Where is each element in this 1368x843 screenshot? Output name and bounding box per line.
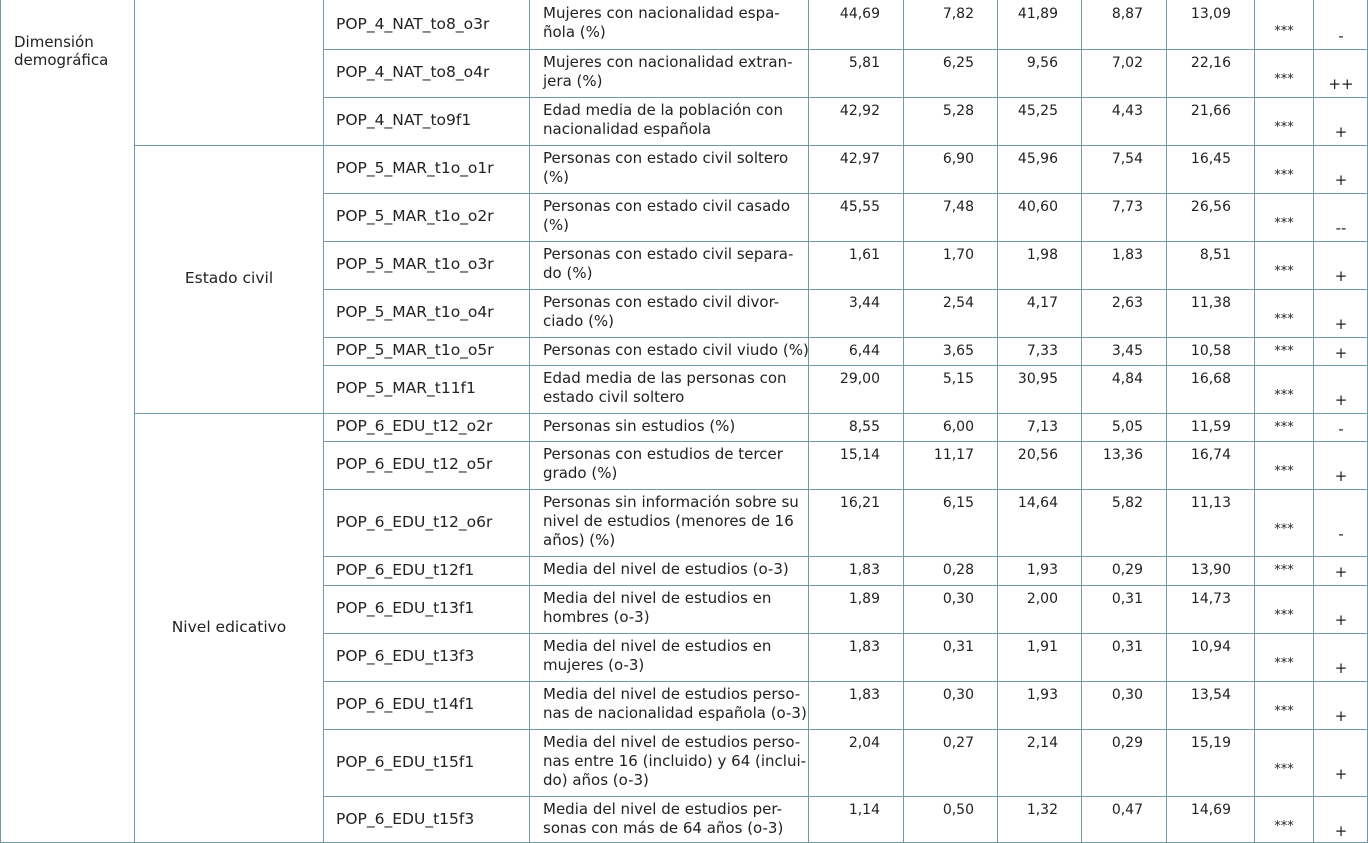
description-line: Edad media de la población con [543, 101, 783, 119]
value-cell: 2,14 [1026, 735, 1058, 751]
value-cell: 2,04 [848, 735, 880, 751]
row-divider [323, 556, 1368, 557]
value-cell: 13,36 [1102, 447, 1143, 463]
significance-stars: *** [1274, 464, 1294, 479]
value-cell: 7,13 [1026, 419, 1058, 435]
description-line: ñola (%) [543, 23, 606, 41]
value-cell: 14,69 [1190, 802, 1231, 818]
value-cell: 14,73 [1190, 591, 1231, 607]
value-cell: 1,61 [848, 247, 880, 263]
variable-description [543, 637, 771, 675]
row-divider [323, 49, 1368, 50]
description-line: nas de nacionalidad española (o-3) [543, 704, 807, 722]
variable-description [543, 589, 771, 627]
description-line: Media del nivel de estudios per- [543, 800, 782, 818]
description-line: (%) [543, 216, 569, 234]
effect-sign: + [1334, 344, 1348, 362]
description-line: Personas con estado civil casado [543, 197, 791, 215]
value-cell: 6,90 [942, 151, 974, 167]
value-cell: 14,64 [1017, 495, 1058, 511]
effect-sign: + [1334, 267, 1348, 285]
value-cell: 0,28 [942, 562, 974, 578]
value-cell: 7,73 [1111, 199, 1143, 215]
significance-stars: *** [1274, 818, 1294, 834]
effect-sign: - [1338, 26, 1344, 45]
value-cell: 0,30 [942, 687, 974, 703]
row-divider [323, 489, 1368, 490]
effect-sign: - [1338, 420, 1344, 438]
effect-sign: + [1334, 563, 1348, 581]
value-cell: 1,14 [848, 802, 880, 818]
effect-sign: + [1334, 821, 1348, 840]
row-divider [323, 365, 1368, 366]
value-cell: 1,89 [848, 591, 880, 607]
value-cell: 15,14 [839, 447, 880, 463]
value-cell: 0,31 [1111, 639, 1143, 655]
category-label: Dimensión demográfica [14, 33, 109, 69]
value-cell: 13,90 [1190, 562, 1231, 578]
significance-stars: *** [1274, 120, 1294, 135]
effect-sign: + [1334, 467, 1348, 485]
column-divider [134, 0, 135, 843]
variable-description [543, 800, 783, 838]
value-cell: 0,27 [942, 735, 974, 751]
subgroup-label: Nivel edicativo [171, 618, 287, 636]
variable-description [543, 245, 793, 283]
variable-description [543, 417, 735, 436]
variable-code: POP_5_MAR_t1o_o4r [336, 303, 494, 321]
value-cell: 22,16 [1190, 55, 1231, 71]
column-divider [323, 0, 324, 843]
value-cell: 1,83 [848, 639, 880, 655]
value-cell: 26,56 [1190, 199, 1231, 215]
value-cell: 16,21 [839, 495, 880, 511]
description-line: nacionalidad española [543, 120, 712, 138]
value-cell: 7,48 [942, 199, 974, 215]
value-cell: 8,51 [1199, 247, 1231, 263]
value-cell: 16,45 [1190, 151, 1231, 167]
value-cell: 7,82 [942, 6, 974, 22]
description-line: Media del nivel de estudios perso- [543, 733, 801, 751]
description-line: años) (%) [543, 531, 616, 549]
variable-code: POP_6_EDU_t14f1 [336, 695, 475, 713]
value-cell: 21,66 [1190, 103, 1231, 119]
value-cell: 42,92 [839, 103, 880, 119]
description-line: Personas sin información sobre su [543, 493, 799, 511]
variable-code: POP_5_MAR_t1o_o2r [336, 207, 494, 225]
value-cell: 11,13 [1190, 495, 1231, 511]
value-cell: 45,25 [1017, 103, 1058, 119]
row-divider [323, 796, 1368, 797]
row-divider [323, 729, 1368, 730]
description-line: Personas con estudios de tercer [543, 445, 783, 463]
variable-code: POP_6_EDU_t13f3 [336, 647, 475, 665]
effect-sign: + [1334, 315, 1348, 333]
value-cell: 1,83 [848, 687, 880, 703]
row-divider [134, 413, 1368, 414]
value-cell: 4,17 [1026, 295, 1058, 311]
description-line: Personas con estado civil divor- [543, 293, 780, 311]
effect-sign: + [1334, 391, 1348, 409]
value-cell: 1,91 [1026, 639, 1058, 655]
value-cell: 20,56 [1017, 447, 1058, 463]
description-line: Personas sin estudios (%) [543, 417, 736, 435]
value-cell: 3,45 [1111, 343, 1143, 359]
description-line: do) años (o-3) [543, 771, 649, 789]
significance-stars: *** [1274, 168, 1294, 183]
variable-description [543, 369, 787, 407]
row-divider [323, 97, 1368, 98]
variable-description [543, 560, 789, 579]
value-cell: 9,56 [1026, 55, 1058, 71]
significance-stars: *** [1274, 312, 1294, 327]
value-cell: 2,54 [942, 295, 974, 311]
value-cell: 0,30 [1111, 687, 1143, 703]
value-cell: 30,95 [1017, 371, 1058, 387]
value-cell: 4,43 [1111, 103, 1143, 119]
effect-sign: ++ [1328, 75, 1354, 93]
significance-stars: *** [1274, 521, 1294, 537]
description-line: nivel de estudios (menores de 16 [543, 512, 794, 530]
value-cell: 44,69 [839, 6, 880, 22]
variable-code: POP_4_NAT_to8_o4r [336, 63, 490, 81]
value-cell: 5,05 [1111, 419, 1143, 435]
variable-description [543, 685, 807, 723]
value-cell: 11,38 [1190, 295, 1231, 311]
value-cell: 2,63 [1111, 295, 1143, 311]
value-cell: 0,29 [1111, 735, 1143, 751]
value-cell: 5,28 [942, 103, 974, 119]
description-line: Media del nivel de estudios en [543, 637, 772, 655]
variable-code: POP_6_EDU_t12_o6r [336, 512, 493, 531]
description-line: Media del nivel de estudios (o-3) [543, 560, 789, 578]
variable-description [543, 293, 779, 331]
effect-sign: + [1334, 611, 1348, 629]
effect-sign: - [1338, 524, 1344, 543]
value-cell: 15,19 [1190, 735, 1231, 751]
variable-code: POP_6_EDU_t12_o2r [336, 417, 493, 435]
row-divider [323, 681, 1368, 682]
significance-stars: *** [1274, 388, 1294, 403]
variable-description [543, 445, 783, 483]
effect-sign: + [1334, 659, 1348, 677]
value-cell: 29,00 [839, 371, 880, 387]
variable-description [543, 149, 788, 187]
value-cell: 7,02 [1111, 55, 1143, 71]
description-line: nas entre 16 (incluido) y 64 (inclui- [543, 752, 807, 770]
significance-stars: *** [1274, 704, 1294, 719]
value-cell: 13,09 [1190, 6, 1231, 22]
value-cell: 42,97 [839, 151, 880, 167]
significance-stars: *** [1274, 761, 1294, 777]
value-cell: 45,55 [839, 199, 880, 215]
variable-code: POP_5_MAR_t1o_o5r [336, 341, 494, 359]
variable-code: POP_5_MAR_t1o_o1r [336, 159, 494, 177]
variable-description [543, 101, 783, 139]
value-cell: 8,55 [848, 419, 880, 435]
description-line: Personas con estado civil viudo (%) [543, 341, 809, 359]
variable-code: POP_5_MAR_t11f1 [336, 379, 476, 397]
row-divider [323, 193, 1368, 194]
description-line: Personas con estado civil soltero [543, 149, 789, 167]
variable-code: POP_4_NAT_to8_o3r [336, 14, 490, 33]
description-line: do (%) [543, 264, 593, 282]
description-line: Personas con estado civil separa- [543, 245, 794, 263]
row-divider [323, 337, 1368, 338]
row-divider [323, 585, 1368, 586]
value-cell: 0,31 [942, 639, 974, 655]
variable-code: POP_6_EDU_t15f3 [336, 809, 475, 828]
value-cell: 1,83 [1111, 247, 1143, 263]
value-cell: 0,47 [1111, 802, 1143, 818]
value-cell: 1,93 [1026, 687, 1058, 703]
value-cell: 5,15 [942, 371, 974, 387]
effect-sign: + [1334, 123, 1348, 141]
variable-code: POP_5_MAR_t1o_o3r [336, 255, 494, 273]
value-cell: 41,89 [1017, 6, 1058, 22]
row-divider [323, 441, 1368, 442]
significance-stars: *** [1274, 656, 1294, 671]
value-cell: 3,44 [848, 295, 880, 311]
value-cell: 0,31 [1111, 591, 1143, 607]
value-cell: 16,68 [1190, 371, 1231, 387]
value-cell: 11,59 [1190, 419, 1231, 435]
value-cell: 5,81 [848, 55, 880, 71]
description-line: hombres (o-3) [543, 608, 650, 626]
value-cell: 5,82 [1111, 495, 1143, 511]
significance-stars: *** [1274, 420, 1294, 435]
significance-stars: *** [1274, 72, 1294, 87]
variable-code: POP_6_EDU_t15f1 [336, 752, 475, 771]
value-cell: 10,58 [1190, 343, 1231, 359]
description-line: estado civil soltero [543, 388, 685, 406]
value-cell: 1,32 [1026, 802, 1058, 818]
description-line: grado (%) [543, 464, 618, 482]
value-cell: 1,93 [1026, 562, 1058, 578]
value-cell: 11,17 [933, 447, 974, 463]
value-cell: 6,25 [942, 55, 974, 71]
significance-stars: *** [1274, 608, 1294, 623]
value-cell: 16,74 [1190, 447, 1231, 463]
value-cell: 7,54 [1111, 151, 1143, 167]
value-cell: 0,50 [942, 802, 974, 818]
value-cell: 13,54 [1190, 687, 1231, 703]
row-divider [134, 145, 1368, 146]
description-line: ciado (%) [543, 312, 615, 330]
value-cell: 3,65 [942, 343, 974, 359]
description-line: mujeres (o-3) [543, 656, 645, 674]
description-line: Edad media de las personas con [543, 369, 787, 387]
description-line: sonas con más de 64 años (o-3) [543, 819, 784, 837]
variable-description [543, 197, 790, 235]
description-line: jera (%) [543, 72, 603, 90]
variable-code: POP_4_NAT_to9f1 [336, 111, 472, 129]
value-cell: 40,60 [1017, 199, 1058, 215]
significance-stars: *** [1274, 23, 1294, 39]
row-divider [323, 289, 1368, 290]
value-cell: 0,29 [1111, 562, 1143, 578]
value-cell: 6,15 [942, 495, 974, 511]
significance-stars: *** [1274, 563, 1294, 578]
description-line: Media del nivel de estudios perso- [543, 685, 801, 703]
significance-stars: *** [1274, 264, 1294, 279]
variable-description [543, 733, 806, 790]
description-line: Mujeres con nacionalidad extran- [543, 53, 793, 71]
value-cell: 7,33 [1026, 343, 1058, 359]
row-divider [323, 633, 1368, 634]
value-cell: 10,94 [1190, 639, 1231, 655]
effect-sign: + [1334, 707, 1348, 725]
value-cell: 0,30 [942, 591, 974, 607]
value-cell: 4,84 [1111, 371, 1143, 387]
value-cell: 6,00 [942, 419, 974, 435]
effect-sign: -- [1335, 219, 1347, 237]
value-cell: 8,87 [1111, 6, 1143, 22]
value-cell: 1,98 [1026, 247, 1058, 263]
variable-code: POP_6_EDU_t13f1 [336, 599, 475, 617]
effect-sign: + [1334, 171, 1348, 189]
significance-stars: *** [1274, 216, 1294, 231]
row-divider [323, 241, 1368, 242]
variable-description [543, 341, 809, 360]
column-divider [529, 0, 530, 843]
description-line: Mujeres con nacionalidad espa- [543, 4, 780, 22]
subgroup-label: Estado civil [184, 269, 274, 287]
variable-description [543, 493, 799, 550]
description-line: Media del nivel de estudios en [543, 589, 772, 607]
description-line: (%) [543, 168, 569, 186]
variable-description [543, 53, 793, 91]
variable-code: POP_6_EDU_t12f1 [336, 560, 475, 579]
column-divider [0, 0, 1, 843]
effect-sign: + [1334, 764, 1348, 783]
significance-stars: *** [1274, 344, 1294, 359]
value-cell: 1,70 [942, 247, 974, 263]
value-cell: 6,44 [848, 343, 880, 359]
variable-code: POP_6_EDU_t12_o5r [336, 455, 493, 473]
variable-description [543, 4, 780, 42]
value-cell: 2,00 [1026, 591, 1058, 607]
value-cell: 45,96 [1017, 151, 1058, 167]
value-cell: 1,83 [848, 562, 880, 578]
